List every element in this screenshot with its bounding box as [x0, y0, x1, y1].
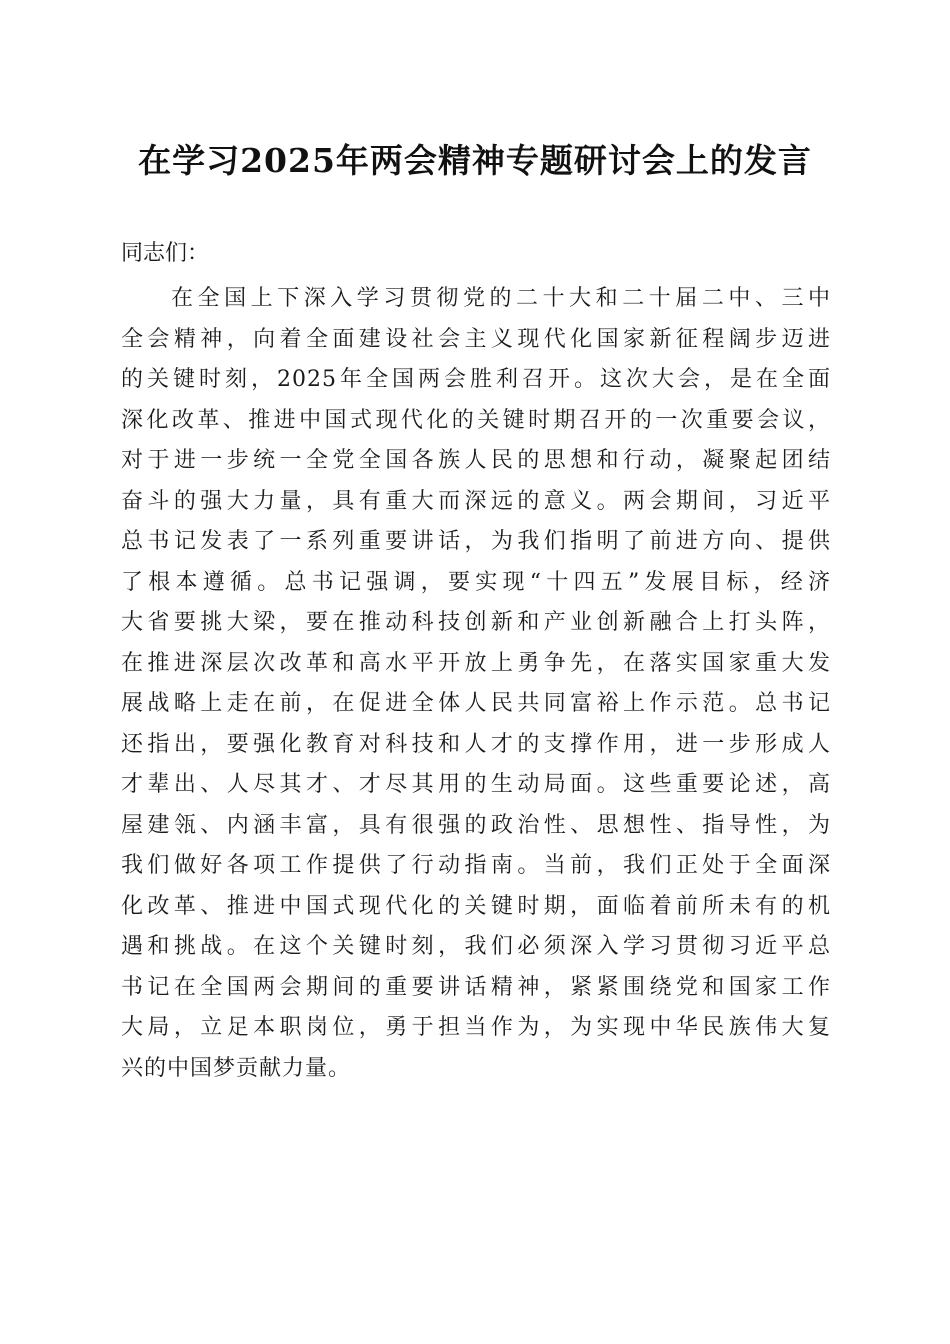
paragraph-line: 书记在全国两会期间的重要讲话精神，紧紧围绕党和国家工作: [121, 974, 831, 1000]
paragraph-line: 大省要挑大梁，要在推动科技创新和产业创新融合上打头阵，: [121, 610, 831, 635]
paragraph-line: 了根本遵循。总书记强调，要实现“十四五”发展目标，经济: [121, 569, 831, 595]
paragraph-line: 还指出，要强化教育对科技和人才的支撑作用，进一步形成人: [121, 731, 831, 757]
paragraph-line: 才辈出、人尽其才、才尽其用的生动局面。这些重要论述，高: [121, 772, 831, 797]
paragraph-line: 总书记发表了一系列重要讲话，为我们指明了前进方向、提供: [121, 529, 831, 554]
paragraph-line: 奋斗的强大力量，具有重大而深远的意义。两会期间，习近平: [121, 488, 831, 514]
paragraph-line: 兴的中国梦贡献力量。: [121, 1055, 352, 1081]
paragraph-line: 大局，立足本职岗位，勇于担当作为，为实现中华民族伟大复: [121, 1015, 831, 1040]
paragraph-line: 屋建瓴、内涵丰富，具有很强的政治性、思想性、指导性，为: [121, 812, 831, 838]
document-title: 在学习2025年两会精神专题研讨会上的发言: [138, 141, 812, 180]
paragraph-line: 对于进一步统一全党全国各族人民的思想和行动，凝聚起团结: [121, 448, 831, 473]
paragraph-line: 深化改革、推进中国式现代化的关键时期召开的一次重要会议，: [121, 407, 831, 433]
paragraph-line: 遇和挑战。在这个关键时刻，我们必须深入学习贯彻习近平总: [121, 934, 831, 959]
paragraph-line: 我们做好各项工作提供了行动指南。当前，我们正处于全面深: [121, 853, 831, 878]
paragraph-line: 化改革、推进中国式现代化的关键时期，面临着前所未有的机: [121, 893, 831, 919]
paragraph-line: 的关键时刻，2025年全国两会胜利召开。这次大会，是在全面: [121, 367, 831, 392]
body-paragraph: [121, 279, 831, 1089]
paragraph-line: 在全国上下深入学习贯彻党的二十大和二十届二中、三中: [171, 286, 831, 311]
salutation: 同志们：: [121, 241, 210, 266]
paragraph-line: 在推进深层次改革和高水平开放上勇争先，在落实国家重大发: [121, 650, 831, 676]
paragraph-line: 全会精神，向着全面建设社会主义现代化国家新征程阔步迈进: [121, 326, 831, 352]
paragraph-line: 展战略上走在前，在促进全体人民共同富裕上作示范。总书记: [121, 691, 831, 716]
